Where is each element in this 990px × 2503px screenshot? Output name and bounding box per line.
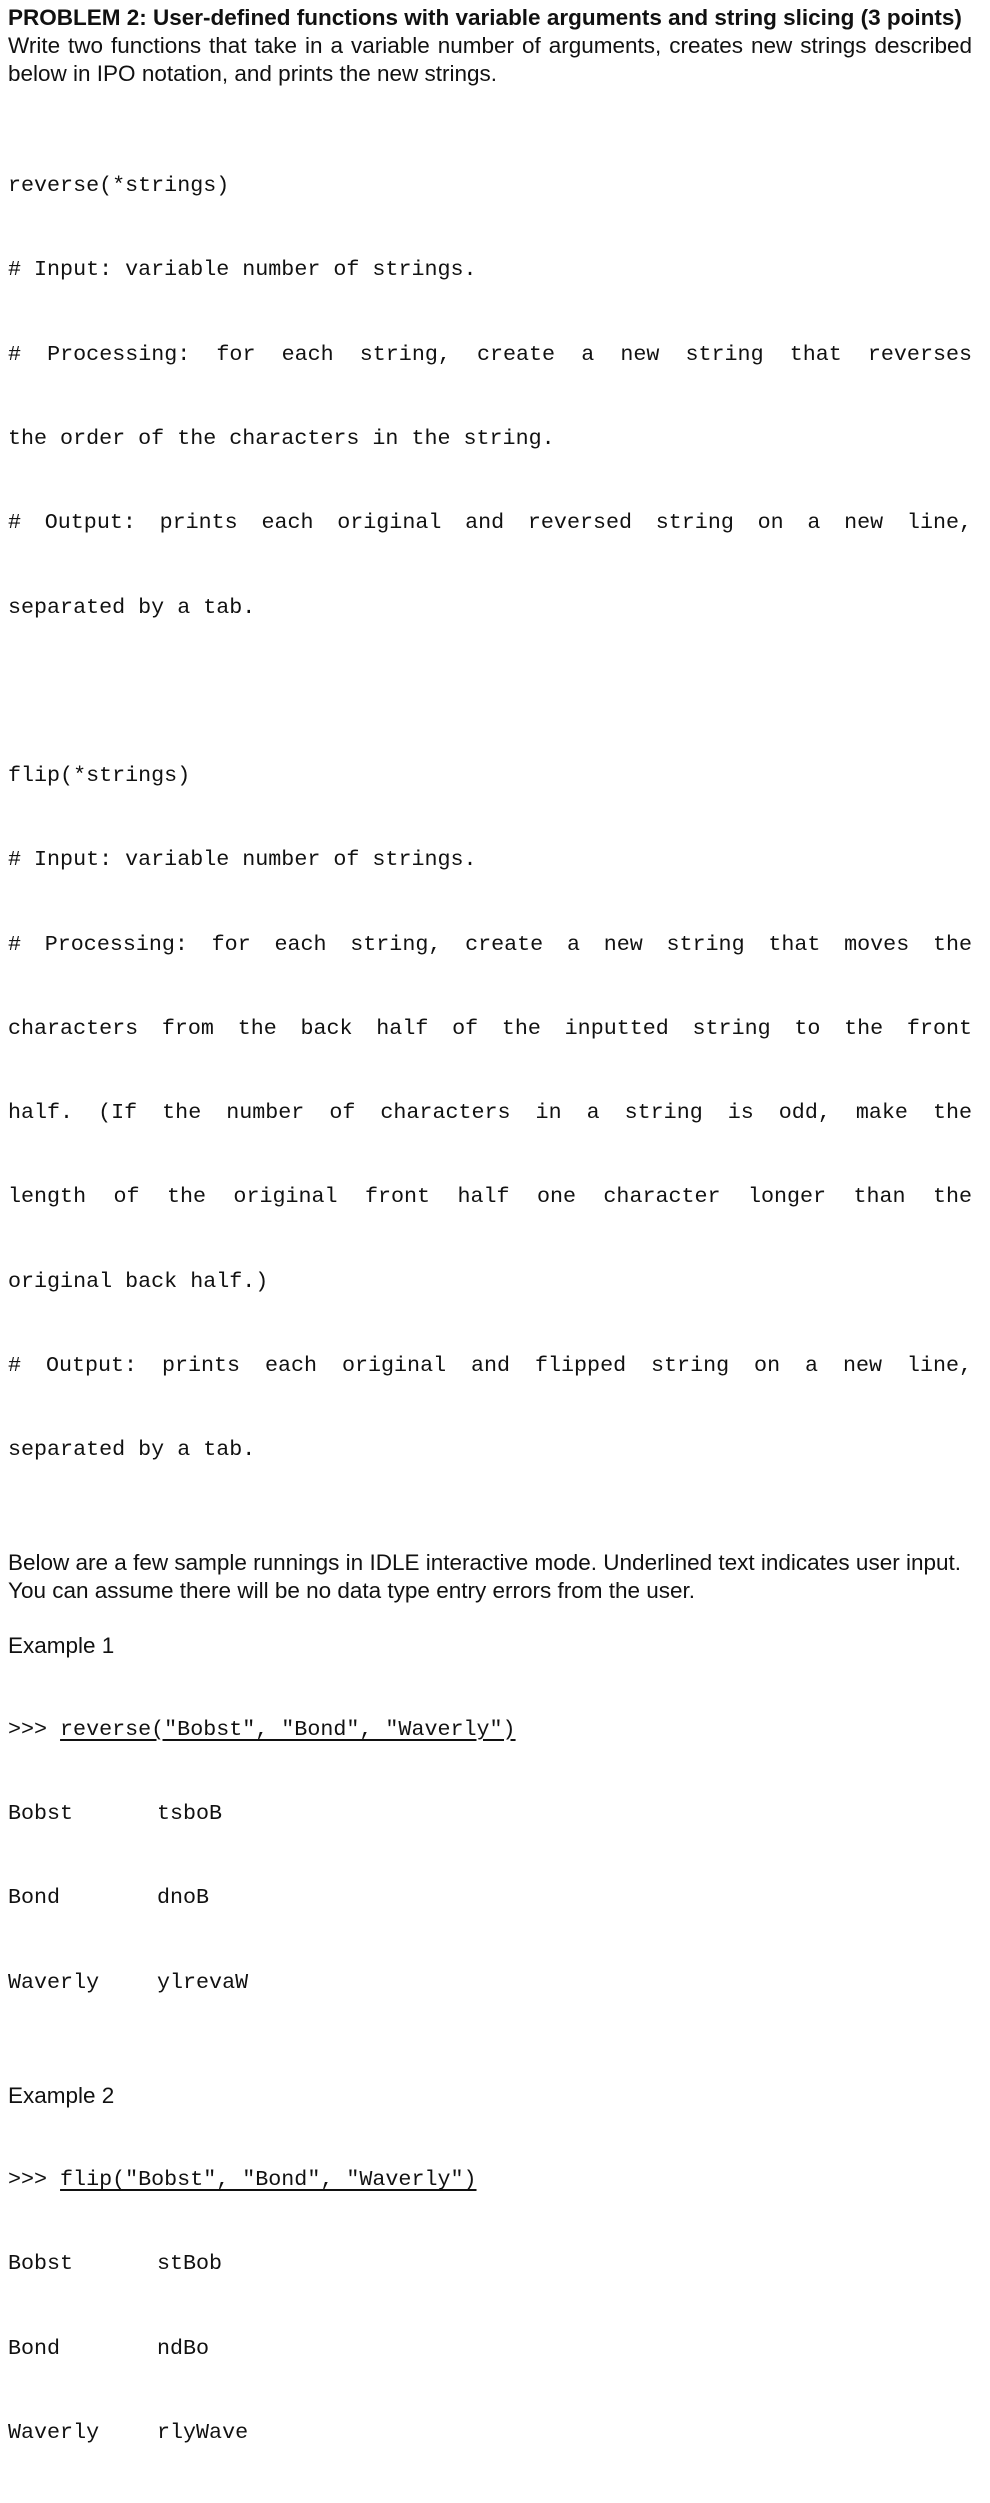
example-2 [8,2082,972,2503]
reverse-spec-block [8,116,972,678]
flip-output-line-1: # Output: prints each original and flipped string on a new line, [8,1353,972,1379]
example-1-heading: Example 1 [8,1632,115,1658]
output-row [8,1969,972,1997]
flip-processing-line-3: half. (If the number of characters in a string is odd, make the [8,1100,972,1126]
output-row [8,2250,972,2278]
reverse-processing-line-1: # Processing: for each string, create a new string that reverses [8,341,972,367]
problem-intro: Write two functions that take in a variable number of arguments, creates new strings described below in IPO notation, and prints the new strings. [8,33,972,86]
reverse-signature: reverse(*strings) [8,173,230,199]
original-string: Waverly [8,2419,100,2445]
reversed-string: ylrevaW [157,1969,249,1995]
flip-processing-line-5: original back half.) [8,1268,269,1294]
example-1-command [8,1716,972,1744]
reverse-input-comment: # Input: variable number of strings. [8,257,477,283]
reverse-output-line-2: separated by a tab. [8,594,256,620]
example-1-user-input: reverse("Bobst", "Bond", "Waverly") [60,1716,516,1742]
original-string: Waverly [8,1969,100,1995]
idle-prompt: >>> [8,1716,48,1742]
output-row [8,2335,972,2363]
example-2-command [8,2166,972,2194]
reverse-output-line-1: # Output: prints each original and reversed string on a new line, [8,510,972,536]
original-string: Bobst [8,2251,74,2277]
reverse-processing-line-2: the order of the characters in the string. [8,426,555,452]
flip-processing-line-4: length of the original front half one character longer than the [8,1184,972,1210]
samples-intro: Below are a few sample runnings in IDLE interactive mode. Underlined text indicates user input. You can assume there will be no data type entry errors from the user. [8,1549,961,1603]
flip-processing-line-1: # Processing: for each string, create a new string that moves the [8,931,972,957]
original-string: Bond [8,2335,61,2361]
reversed-string: dnoB [157,1885,210,1911]
output-row [8,1800,972,1828]
flipped-string: rlyWave [157,2419,249,2445]
output-row [8,2419,972,2447]
flipped-string: stBob [157,2251,223,2277]
example-1 [8,1632,972,2053]
original-string: Bobst [8,1801,74,1827]
problem-title: PROBLEM 2: User-defined functions with variable arguments and string slicing (3 points) [8,5,962,30]
example-2-user-input: flip("Bobst", "Bond", "Waverly") [60,2167,477,2193]
flip-input-comment: # Input: variable number of strings. [8,847,477,873]
flip-output-line-2: separated by a tab. [8,1437,256,1463]
flip-signature: flip(*strings) [8,763,191,789]
original-string: Bond [8,1885,61,1911]
flip-processing-line-2: characters from the back half of the inputted string to the front [8,1015,972,1041]
idle-prompt: >>> [8,2167,48,2193]
example-2-heading: Example 2 [8,2082,115,2108]
output-row [8,1884,972,1912]
flip-spec-block [8,706,972,1521]
flipped-string: ndBo [157,2335,210,2361]
reversed-string: tsboB [157,1801,223,1827]
